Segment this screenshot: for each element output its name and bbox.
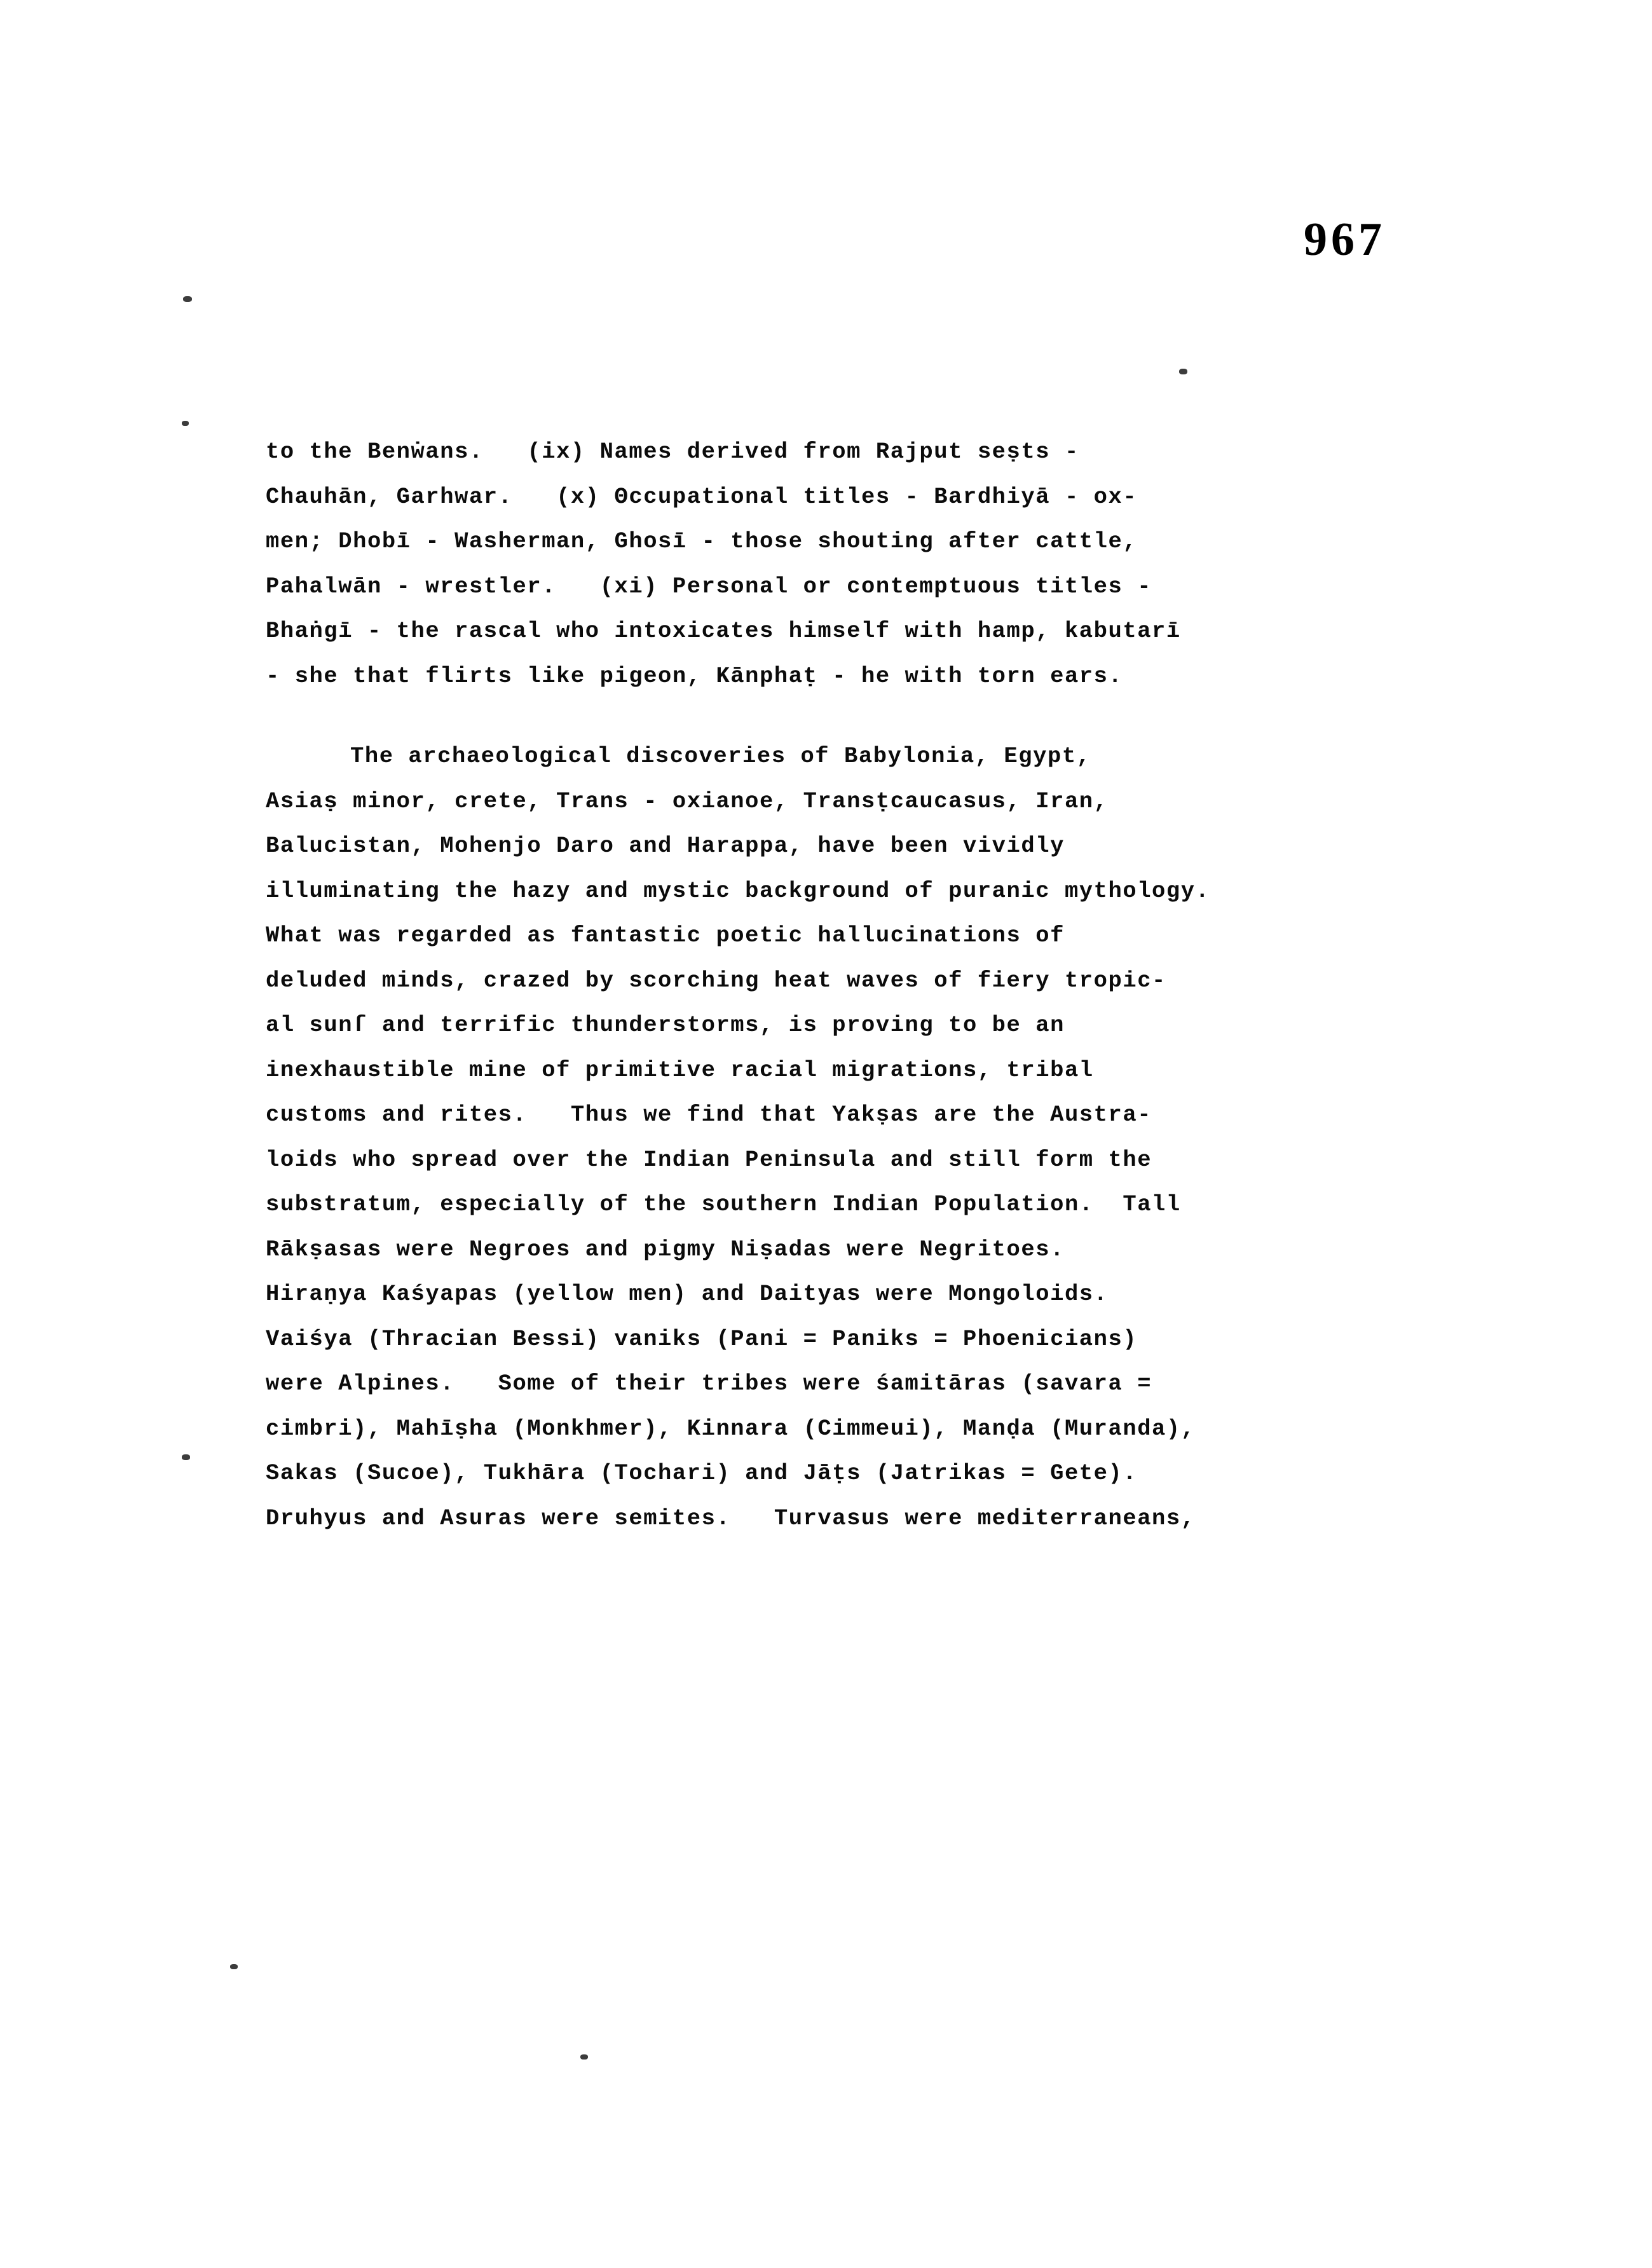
text-line: loids who spread over the Indian Peninsula and still form the xyxy=(266,1146,1152,1173)
typescript-body xyxy=(266,430,1473,1541)
text-line: were Alpines. Some of their tribes were śamitāras (savara = xyxy=(266,1370,1152,1397)
scan-speck xyxy=(182,1454,190,1460)
text-line: Vaiśya (Thracian Bessi) vaniks (Pani = Paniks = Phoenicians) xyxy=(266,1325,1138,1352)
text-line: substratum, especially of the southern Indian Population. Tall xyxy=(266,1191,1181,1217)
text-line: Balucistan, Mohenjo Daro and Harappa, have been vividly xyxy=(266,833,1065,859)
scan-speck xyxy=(230,1964,238,1969)
text-line: Rākṣasas were Negroes and pigmy Niṣadas were Negritoes. xyxy=(266,1236,1065,1262)
text-line: customs and rites. Thus we find that Yakṣas are the Austra- xyxy=(266,1102,1152,1128)
scan-speck xyxy=(580,2054,588,2060)
scan-speck xyxy=(1179,369,1187,374)
scan-speck xyxy=(182,421,189,426)
text-line: What was regarded as fantastic poetic hallucinations of xyxy=(266,922,1065,948)
text-line: inexhaustible mine of primitive racial migrations, tribal xyxy=(266,1056,1094,1083)
text-line: Asiaṣ minor, crete, Trans - oxianoe, Transṭcaucasus, Iran, xyxy=(266,788,1109,814)
text-line: Sakas (Sucoe), Tukhāra (Tochari) and Jāṭs (Jatrikas = Gete). xyxy=(266,1460,1138,1486)
text-line: The archaeological discoveries of Babylonia, Egypt, xyxy=(350,743,1091,769)
text-line: deluded minds, crazed by scorching heat waves of fiery tropic- xyxy=(266,967,1166,994)
text-line: al sunſ and terrific thunderstorms, is proving to be an xyxy=(266,1012,1065,1038)
text-line: to the Benẇans. (ix) Names derived from Rajput seṣts - xyxy=(266,439,1079,465)
text-line: Pahalwān - wrestler. (xi) Personal or contemptuous titles - xyxy=(266,573,1152,599)
text-line: - she that flirts like pigeon, Kānphaṭ - he with torn ears. xyxy=(266,662,1123,689)
text-line: Chauhān, Garhwar. (x) Θccupational titles - Bardhiyā - ox- xyxy=(266,483,1138,510)
text-line: cimbri), Mahīṣha (Monkhmer), Kinnara (Cimmeui), Manḍa (Muranda), xyxy=(266,1415,1196,1442)
paragraph-separator xyxy=(266,699,1473,734)
text-line: men; Dhobī - Washerman, Ghosī - those shouting after cattle, xyxy=(266,528,1138,554)
text-line: illuminating the hazy and mystic background of puranic mythology. xyxy=(266,877,1210,904)
text-line: Bhaṅgī - the rascal who intoxicates himself with hamp, kabutarī xyxy=(266,618,1181,644)
text-line: Hiraṇya Kaśyapas (yellow men) and Daityas were Mongoloids. xyxy=(266,1281,1109,1307)
paragraph-1 xyxy=(266,430,1473,699)
text-line: Druhyus and Asuras were semites. Turvasus were mediterraneans, xyxy=(266,1505,1196,1531)
paragraph-2 xyxy=(266,734,1473,1541)
scan-speck xyxy=(183,296,192,302)
page-number: 967 xyxy=(1304,214,1386,266)
